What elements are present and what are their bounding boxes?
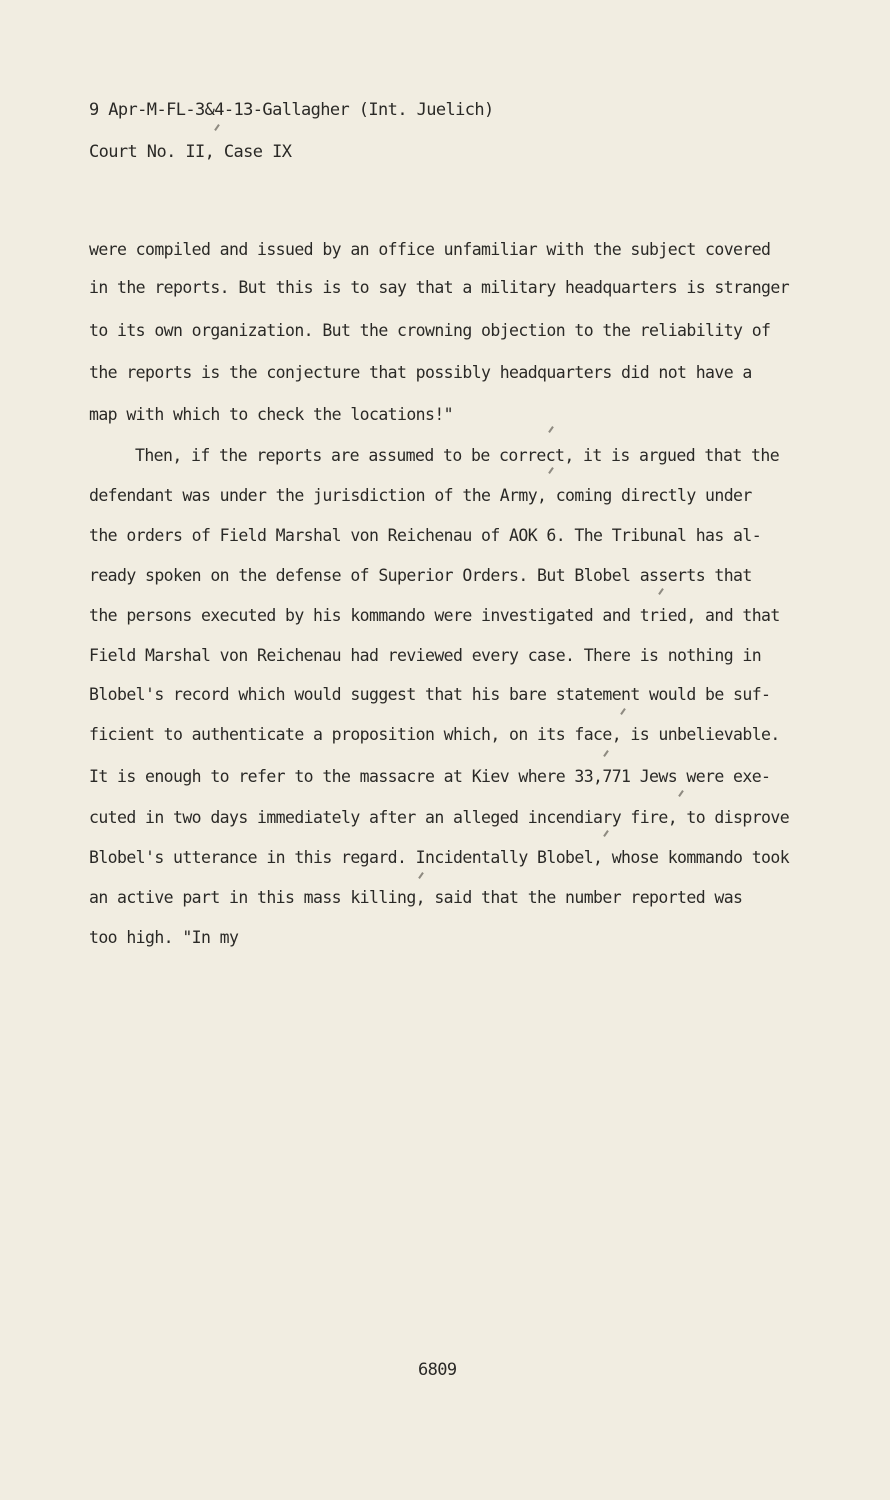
proofreading-mark — [620, 708, 626, 715]
body-line: ready spoken on the defense of Superior Orders. But Blobel asserts that — [89, 566, 752, 585]
body-line: too high. "In my — [89, 928, 239, 947]
page-number: 6809 — [418, 1360, 457, 1380]
transcript-id: 9 Apr-M-FL-3&4-13-Gallagher (Int. Juelich) — [89, 100, 494, 120]
body-line: Blobel's utterance in this regard. Incidentally Blobel, whose kommando took — [89, 848, 790, 867]
proofreading-mark — [548, 426, 554, 433]
body-line: It is enough to refer to the massacre at Kiev where 33,771 Jews were exe- — [89, 767, 771, 786]
body-line: cuted in two days immediately after an alleged incendiary fire, to disprove — [89, 808, 790, 827]
body-line: Then, if the reports are assumed to be correct, it is argued that the — [135, 446, 780, 465]
body-line: ficient to authenticate a proposition which, on its face, is unbelievable. — [89, 725, 780, 744]
proofreading-mark — [658, 588, 664, 595]
body-line: were compiled and issued by an office unfamiliar with the subject covered — [89, 240, 771, 259]
proofreading-mark — [678, 790, 684, 797]
proofreading-mark — [214, 124, 220, 131]
body-line: Blobel's record which would suggest that his bare statement would be suf- — [89, 685, 771, 704]
body-line: Field Marshal von Reichenau had reviewed every case. There is nothing in — [89, 646, 762, 665]
body-line: map with which to check the locations!" — [89, 405, 454, 424]
proofreading-mark — [603, 750, 609, 757]
body-line: an active part in this mass killing, said that the number reported was — [89, 888, 743, 907]
court-case: Court No. II, Case IX — [89, 142, 292, 162]
proofreading-mark — [603, 830, 609, 837]
proofreading-mark — [548, 467, 554, 474]
body-line: the orders of Field Marshal von Reichenau of AOK 6. The Tribunal has al- — [89, 526, 762, 545]
body-line: to its own organization. But the crowning objection to the reliability of — [89, 321, 771, 340]
proofreading-mark — [418, 872, 424, 879]
body-line: the reports is the conjecture that possibly headquarters did not have a — [89, 363, 752, 382]
body-line: defendant was under the jurisdiction of the Army, coming directly under — [89, 486, 752, 505]
body-line: in the reports. But this is to say that a military headquarters is stranger — [89, 278, 790, 297]
body-line: the persons executed by his kommando were investigated and tried, and that — [89, 606, 780, 625]
